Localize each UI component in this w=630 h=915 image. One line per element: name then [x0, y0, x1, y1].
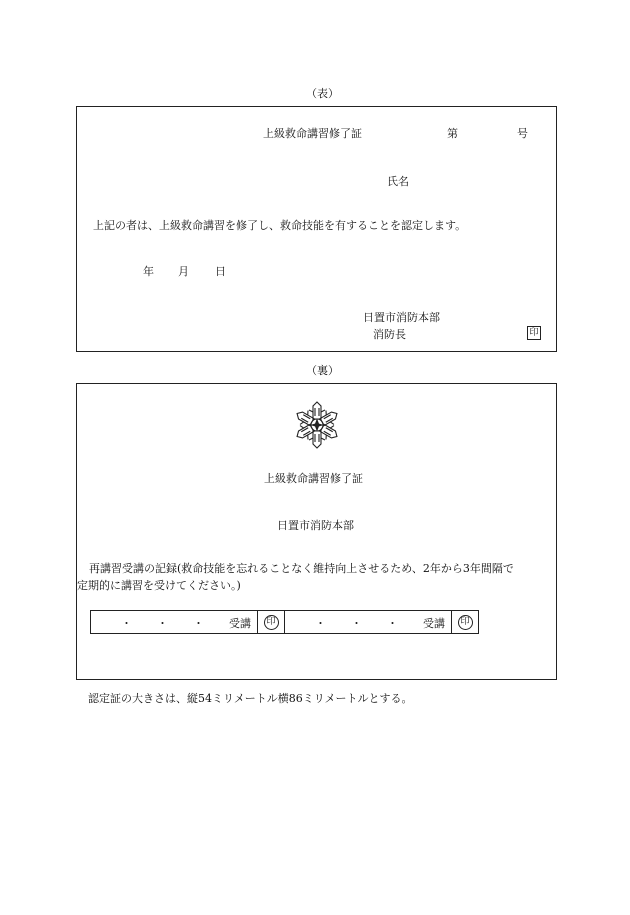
back-caption: （裏）: [306, 364, 339, 377]
front-title: 上級救命講習修了証: [263, 127, 362, 140]
number-prefix: 第: [447, 127, 458, 140]
back-org: 日置市消防本部: [277, 519, 354, 532]
issuer-org: 日置市消防本部: [363, 311, 440, 324]
date-dot: ・: [121, 617, 132, 630]
record-entry-2: [285, 611, 452, 634]
front-certificate: [76, 106, 557, 352]
back-certificate: [76, 383, 557, 680]
name-label: 氏名: [387, 175, 409, 188]
record-seal-cell-2: [452, 611, 479, 634]
date-day: 日: [215, 265, 226, 278]
date-dot: ・: [315, 617, 326, 630]
record-seal-cell-1: [258, 611, 285, 634]
back-title: 上級救命講習修了証: [264, 472, 363, 485]
seal-icon: 印: [458, 615, 473, 630]
issuer-seal: [527, 325, 541, 340]
date-dot: ・: [387, 617, 398, 630]
seal-icon: 印: [264, 615, 279, 630]
issuer-title: 消防長: [373, 328, 406, 341]
number-suffix: 号: [517, 127, 528, 140]
record-instruction-line1: 再講習受講の記録(救命技能を忘れることなく維持向上させるため、2年から3年間隔で: [89, 562, 514, 575]
date-dot: ・: [193, 617, 204, 630]
date-dot: ・: [157, 617, 168, 630]
statement: 上記の者は、上級救命講習を修了し、救命技能を有することを認定します。: [93, 219, 467, 232]
date-year: 年: [143, 265, 154, 278]
fire-department-emblem-icon: [292, 400, 342, 450]
record-entry-1: [91, 611, 258, 634]
footnote: 認定証の大きさは、縦54ミリメートル横86ミリメートルとする。: [88, 692, 413, 705]
record-row: [91, 611, 479, 634]
record-table: [90, 610, 479, 634]
attendance-label: 受講: [229, 617, 251, 630]
attendance-label: 受講: [423, 617, 445, 630]
record-instruction-line2: 定期的に講習を受けてください。): [77, 579, 241, 592]
seal-icon: 印: [527, 326, 541, 340]
date-month: 月: [178, 265, 189, 278]
front-caption: （表）: [306, 87, 339, 100]
date-dot: ・: [351, 617, 362, 630]
